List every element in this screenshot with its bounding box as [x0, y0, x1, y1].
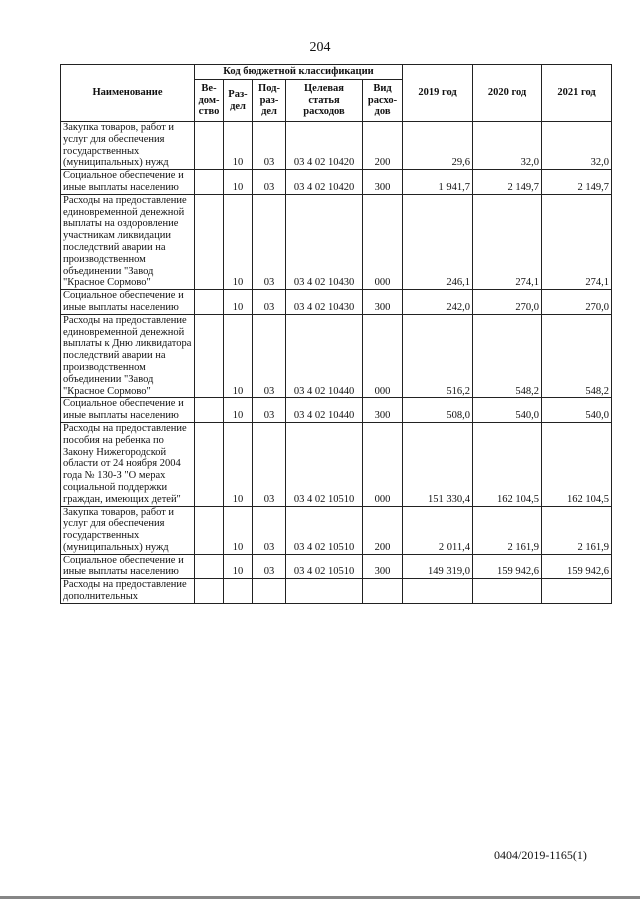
cell-y2021: 162 104,5 — [542, 422, 612, 506]
cell-razdel: 10 — [224, 290, 253, 315]
cell-name: Закупка товаров, работ и услуг для обеспечения государственных (муниципальных) нужд — [61, 506, 195, 554]
cell-csr: 03 4 02 10430 — [286, 194, 363, 289]
header-expense-type: Вид расхо- дов — [363, 80, 403, 122]
cell-y2021: 159 942,6 — [542, 554, 612, 579]
cell-vid: 000 — [363, 194, 403, 289]
cell-y2019: 29,6 — [403, 122, 473, 170]
cell-y2019: 242,0 — [403, 290, 473, 315]
cell-y2019: 516,2 — [403, 314, 473, 398]
cell-razdel: 10 — [224, 122, 253, 170]
header-classification-group: Код бюджетной классификации — [195, 65, 403, 80]
cell-y2019: 149 319,0 — [403, 554, 473, 579]
header-vedomstvo: Ве- дом- ство — [195, 80, 224, 122]
cell-podrazdel: 03 — [253, 554, 286, 579]
cell-name: Социальное обеспечение и иные выплаты населению — [61, 290, 195, 315]
cell-y2021: 540,0 — [542, 398, 612, 423]
document-code: 0404/2019-1165(1) — [494, 848, 587, 862]
cell-csr: 03 4 02 10510 — [286, 422, 363, 506]
cell-y2020: 162 104,5 — [473, 422, 542, 506]
cell-razdel: 10 — [224, 170, 253, 195]
table-row — [61, 422, 612, 506]
cell-name: Расходы на предоставление дополнительных — [61, 579, 195, 604]
cell-podrazdel: 03 — [253, 122, 286, 170]
cell-ved — [195, 554, 224, 579]
cell-csr: 03 4 02 10440 — [286, 314, 363, 398]
cell-name: Расходы на предоставление пособия на ребенка по Закону Нижегородской области от 24 ноября 2004 года № 130-З "О мерах социальной поддержки граждан, имеющих детей" — [61, 422, 195, 506]
cell-ved — [195, 314, 224, 398]
cell-y2020 — [473, 579, 542, 604]
table-row — [61, 398, 612, 423]
cell-vid: 300 — [363, 170, 403, 195]
cell-ved — [195, 506, 224, 554]
budget-table — [60, 64, 612, 604]
table-row — [61, 170, 612, 195]
cell-y2020: 270,0 — [473, 290, 542, 315]
cell-y2019 — [403, 579, 473, 604]
table-row — [61, 554, 612, 579]
table-header — [61, 65, 612, 122]
cell-y2020: 548,2 — [473, 314, 542, 398]
header-2020: 2020 год — [473, 65, 542, 122]
cell-y2021: 32,0 — [542, 122, 612, 170]
cell-y2020: 32,0 — [473, 122, 542, 170]
cell-y2021: 274,1 — [542, 194, 612, 289]
table-row — [61, 506, 612, 554]
cell-vid: 200 — [363, 122, 403, 170]
cell-vid: 000 — [363, 314, 403, 398]
cell-name: Расходы на предоставление единовременной денежной выплаты на оздоровление участникам ликвидации последствий аварии на производственном объединении "Завод "Красное Сормово" — [61, 194, 195, 289]
cell-podrazdel: 03 — [253, 170, 286, 195]
cell-ved — [195, 422, 224, 506]
cell-ved — [195, 290, 224, 315]
cell-vid: 300 — [363, 554, 403, 579]
cell-razdel: 10 — [224, 194, 253, 289]
cell-podrazdel: 03 — [253, 290, 286, 315]
cell-ved — [195, 194, 224, 289]
cell-name: Расходы на предоставление единовременной денежной выплаты к Дню ликвидатора последствий аварии на производственном объединении "Завод "Красное Сормово" — [61, 314, 195, 398]
cell-podrazdel — [253, 579, 286, 604]
page-number: 204 — [309, 40, 331, 55]
header-name: Наименование — [61, 65, 195, 122]
cell-vid: 300 — [363, 290, 403, 315]
cell-y2019: 151 330,4 — [403, 422, 473, 506]
cell-name: Закупка товаров, работ и услуг для обеспечения государственных (муниципальных) нужд — [61, 122, 195, 170]
cell-ved — [195, 122, 224, 170]
table-row — [61, 194, 612, 289]
cell-ved — [195, 579, 224, 604]
cell-y2021: 270,0 — [542, 290, 612, 315]
cell-razdel: 10 — [224, 506, 253, 554]
cell-razdel — [224, 579, 253, 604]
cell-y2021 — [542, 579, 612, 604]
table-row — [61, 314, 612, 398]
cell-csr: 03 4 02 10510 — [286, 554, 363, 579]
cell-vid: 200 — [363, 506, 403, 554]
cell-y2021: 2 149,7 — [542, 170, 612, 195]
cell-csr: 03 4 02 10420 — [286, 122, 363, 170]
cell-y2021: 2 161,9 — [542, 506, 612, 554]
cell-y2019: 1 941,7 — [403, 170, 473, 195]
cell-y2020: 274,1 — [473, 194, 542, 289]
cell-vid — [363, 579, 403, 604]
cell-y2020: 2 161,9 — [473, 506, 542, 554]
table-row — [61, 122, 612, 170]
cell-y2019: 508,0 — [403, 398, 473, 423]
cell-y2020: 159 942,6 — [473, 554, 542, 579]
scan-edge-line — [0, 896, 640, 899]
cell-y2020: 2 149,7 — [473, 170, 542, 195]
cell-csr: 03 4 02 10510 — [286, 506, 363, 554]
cell-razdel: 10 — [224, 314, 253, 398]
cell-podrazdel: 03 — [253, 398, 286, 423]
cell-razdel: 10 — [224, 398, 253, 423]
cell-y2021: 548,2 — [542, 314, 612, 398]
header-2021: 2021 год — [542, 65, 612, 122]
cell-razdel: 10 — [224, 554, 253, 579]
cell-name: Социальное обеспечение и иные выплаты населению — [61, 554, 195, 579]
cell-csr: 03 4 02 10420 — [286, 170, 363, 195]
header-2019: 2019 год — [403, 65, 473, 122]
header-razdel: Раз- дел — [224, 80, 253, 122]
cell-csr — [286, 579, 363, 604]
table-body — [61, 122, 612, 604]
cell-y2019: 246,1 — [403, 194, 473, 289]
cell-podrazdel: 03 — [253, 422, 286, 506]
cell-vid: 300 — [363, 398, 403, 423]
cell-csr: 03 4 02 10440 — [286, 398, 363, 423]
cell-ved — [195, 170, 224, 195]
header-podrazdel: Под- раз- дел — [253, 80, 286, 122]
cell-csr: 03 4 02 10430 — [286, 290, 363, 315]
table-row — [61, 579, 612, 604]
cell-podrazdel: 03 — [253, 506, 286, 554]
cell-name: Социальное обеспечение и иные выплаты населению — [61, 170, 195, 195]
header-target-article: Целевая статья расходов — [286, 80, 363, 122]
cell-ved — [195, 398, 224, 423]
cell-name: Социальное обеспечение и иные выплаты населению — [61, 398, 195, 423]
cell-vid: 000 — [363, 422, 403, 506]
cell-y2020: 540,0 — [473, 398, 542, 423]
cell-podrazdel: 03 — [253, 314, 286, 398]
cell-y2019: 2 011,4 — [403, 506, 473, 554]
table-row — [61, 290, 612, 315]
cell-razdel: 10 — [224, 422, 253, 506]
cell-podrazdel: 03 — [253, 194, 286, 289]
